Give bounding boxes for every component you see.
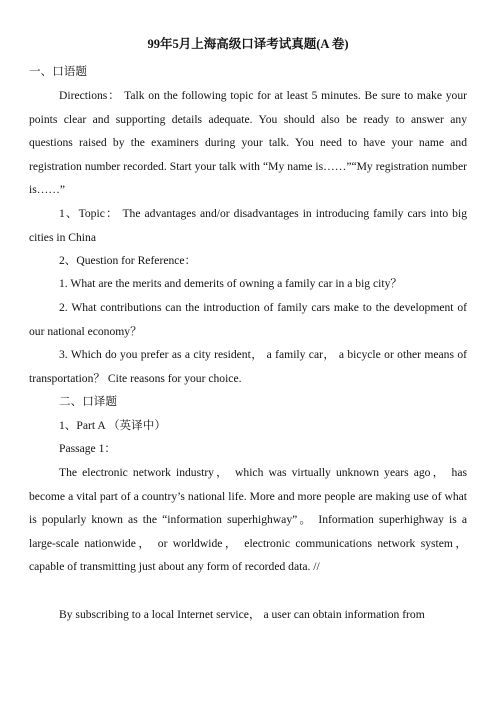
- question-item: 1. What are the merits and demerits of owning a family car in a big city？: [59, 277, 402, 290]
- passage-paragraph: By subscribing to a local Internet service， a user can obtain information from: [59, 608, 425, 621]
- page-title: 99年5月上海高级口译考试真题(A 卷): [147, 37, 349, 51]
- passage-paragraph: The electronic network industry， which was virtually unknown years ago， has become a vital part of a country’s national life. More and more people are making use of what is popularly known as the “information superhighway”。 Information superhighway is a large-scale nationwide， or worldwide， electronic communications network system， capable of transmitting just about any form of recorded data. //: [29, 466, 467, 574]
- part-a-heading: 1、Part A （英译中）: [59, 419, 166, 432]
- passage-label: Passage 1：: [59, 442, 116, 455]
- directions-paragraph: Directions： Talk on the following topic for at least 5 minutes. Be sure to make your points clear and supporting details adequate. You should also be ready to answer any questions raised by the examiners during your talk. You need to have your name and registration number recorded. Start your talk with “My name is……”“My registration number is……”: [29, 89, 467, 197]
- section-2-heading: 二、口译题: [59, 395, 117, 408]
- section-1-heading: 一、口语题: [29, 65, 87, 78]
- question-item: 2. What contributions can the introduction of family cars make to the development of our national economy？: [29, 301, 467, 338]
- question-reference-heading: 2、Question for Reference：: [59, 254, 197, 267]
- question-item: 3. Which do you prefer as a city resident， a family car， a bicycle or other means of transportation？ Cite reasons for your choice.: [29, 348, 467, 385]
- topic-paragraph: 1、Topic： The advantages and/or disadvantages in introducing family cars into big cities in China: [29, 207, 467, 244]
